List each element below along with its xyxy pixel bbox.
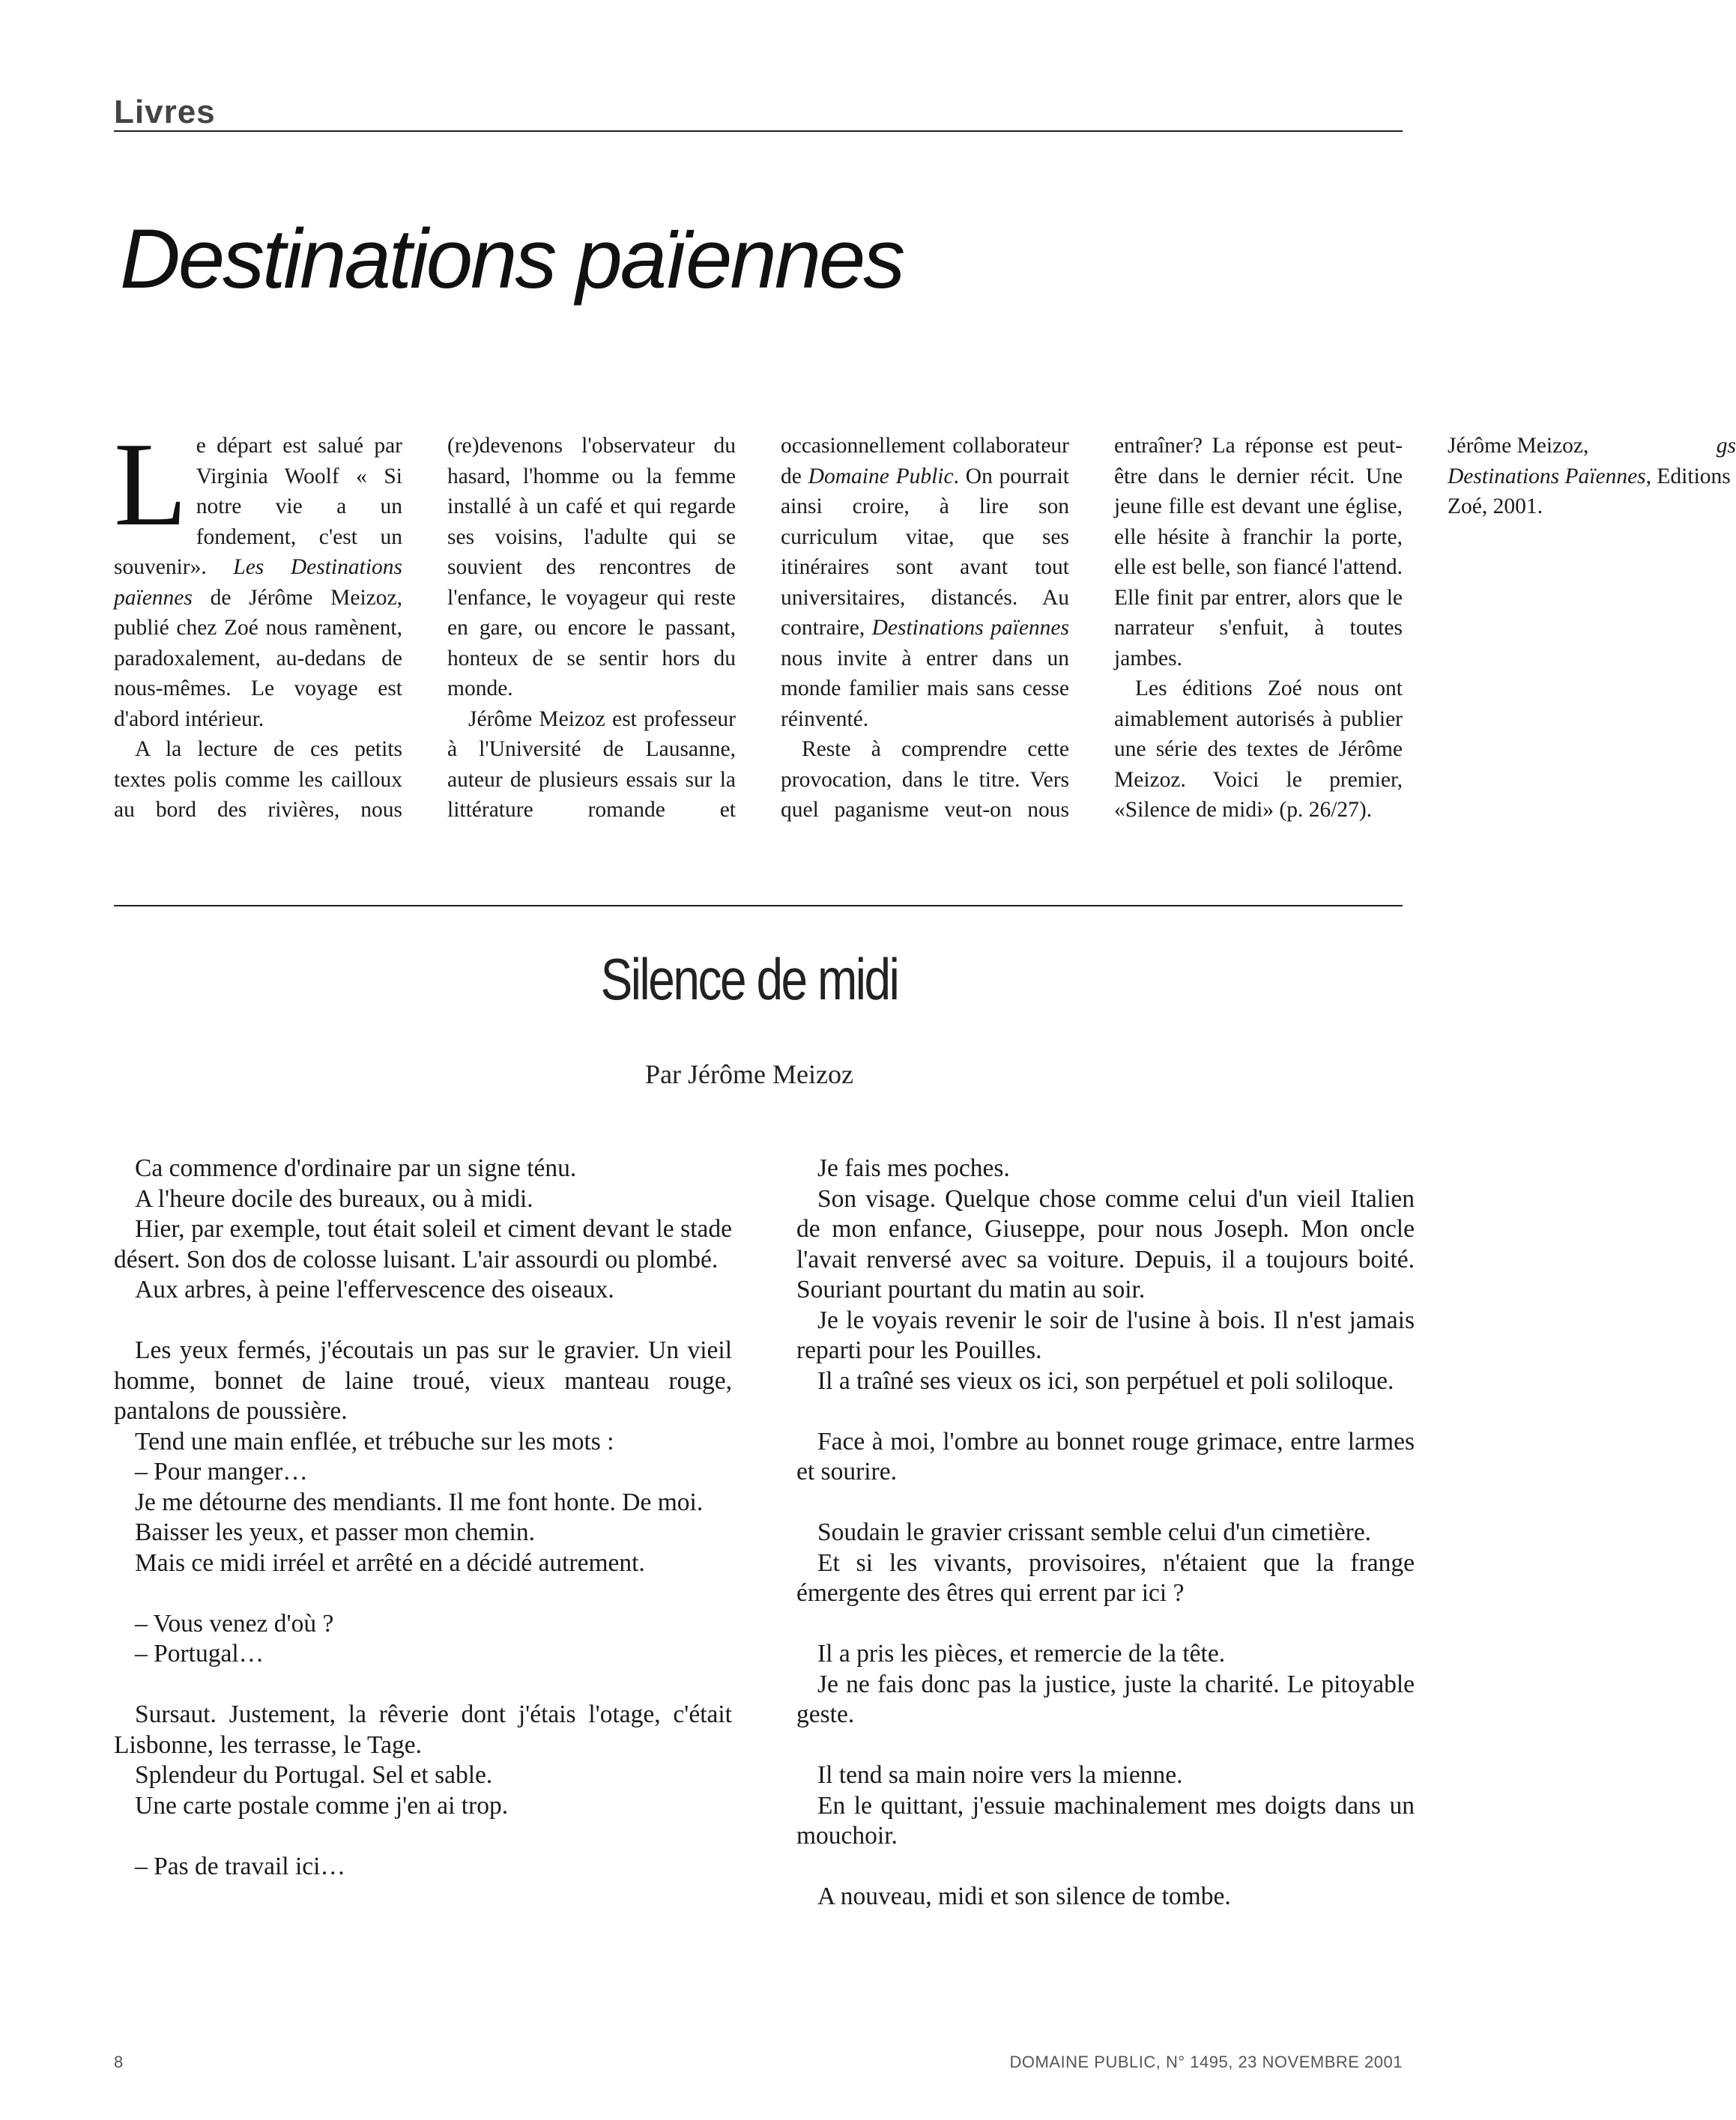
book-reference: Jérôme Meizoz, Destinations Païennes, Editions Zoé, 2001. [1448,434,1731,518]
book-title: Destinations païennes [871,616,1069,640]
story-line: – Vous venez d'où ? [135,1609,334,1638]
story-line: Mais ce midi irréel et arrêté en a décidé autrement. [135,1548,645,1577]
page-number: 8 [114,2053,124,2071]
story-line: Je ne fais donc pas la justice, juste la charité. Le pitoyable geste. [796,1670,1415,1728]
story-line: En le quittant, j'essuie machinalement mes doigts dans un mouchoir. [796,1791,1415,1850]
story-line: Son visage. Quelque chose comme celui d'un vieil Italien de mon enfance, Giuseppe, pour nous Joseph. Mon oncle l'avait renversé avec sa voiture. Depuis, il a toujours boité. Souriant pourtant du matin au soir. [796,1184,1415,1303]
article-paragraph-4: Reste à comprendre cette provocation, dans le titre. Vers quel paganisme veut-on nous entraîner? La réponse est peut-être dans le dernier récit. Une jeune fille est devant une église, elle hésite à franchir la porte, elle est belle, son fiancé l'attend. Elle finit par entrer, alors que le narrateur s'enfuit, à toutes jambes. [781,434,1403,822]
story-line: A l'heure docile des bureaux, ou à midi. [135,1184,533,1213]
story-line: Et si les vivants, provisoires, n'étaient que la frange émergente des êtres qui errent par ici ? [796,1548,1415,1607]
story-line: – Pas de travail ici… [135,1852,345,1880]
story-line: Face à moi, l'ombre au bonnet rouge grimace, entre larmes et sourire. [796,1427,1415,1485]
story-line: Hier, par exemple, tout était soleil et ciment devant le stade désert. Son dos de colosse luisant. L'air assourdi ou plombé. [114,1215,732,1273]
story-line: Soudain le gravier crissant semble celui d'un cimetière. [817,1518,1372,1546]
story-line: Il tend sa main noire vers la mienne. [817,1761,1183,1789]
story-line: Une carte postale comme j'en ai trop. [135,1791,509,1820]
article-title: Destinations païennes [120,212,904,306]
story-line: – Pour manger… [135,1458,308,1485]
article-paragraph-2: A la lecture de ces petits textes polis comme les cailloux au bord des rivières, nous (re)devenons l'observateur du hasard, l'homme ou la femme installé à un café et qui regarde ses voisins, l'adulte qui se souvient des rencontres de l'enfance, le voyageur qui reste en gare, ou encore le passant, honteux de se sentir hors du monde. [114,434,736,822]
header-rule [114,130,1403,132]
story-line: Les yeux fermés, j'écoutais un pas sur le gravier. Un vieil homme, bonnet de laine troué, vieux manteau rouge, pantalons de poussière. [114,1336,732,1425]
story-line: Sursaut. Justement, la rêverie dont j'étais l'otage, c'était Lisbonne, les terrasse, le Tage. [114,1700,732,1759]
journal-issue: DOMAINE PUBLIC, N° 1495, 23 NOVEMBRE 2001 [1009,2053,1403,2071]
story-title: Silence de midi [600,946,898,1012]
story-line: A nouveau, midi et son silence de tombe. [817,1883,1231,1910]
story-line: Splendeur du Portugal. Sel et sable. [135,1761,493,1789]
book-title: Les Destinations païennes [114,555,402,610]
article-paragraph-1: Le départ est salué par Virginia Woolf « Si notre vie a un fondement, c'est un souvenir». Les Destinations païennes de Jérôme Meizoz, publié chez Zoé nous ramènent, paradoxalement, au-dedans de nous-mêmes. Le voyage est d'abord intérieur. [114,417,402,731]
story-column-left [114,1154,732,1882]
book-title: Destinations Païennes [1448,464,1646,488]
story-line: Il a traîné ses vieux os ici, son perpétuel et poli soliloque. [817,1366,1394,1395]
drop-cap: L [114,417,187,551]
story-line: Baisser les yeux, et passer mon chemin. [135,1518,536,1546]
story-line: Tend une main enflée, et trébuche sur les mots : [135,1427,614,1456]
article-paragraph-3: Jérôme Meizoz est professeur à l'Université de Lausanne, auteur de plusieurs essais sur la littérature romande et occasionnellement collaborateur de Domaine Public. On pourrait ainsi croire, à lire son curriculum vitae, que ses itinéraires sont avant tout universitaires, distancés. Au contraire, Destinations païennes nous invite à entrer dans un monde familier mais sans cesse réinventé. [447,434,1069,822]
section-divider [114,905,1403,906]
article-body [114,417,1736,835]
story-line: Aux arbres, à peine l'effervescence des oiseaux. [135,1276,614,1303]
article-paragraph-5: Les éditions Zoé nous ont aimablement autorisés à publier une série des textes de Jérôme Meizoz. Voici le premier, «Silence de midi» (p. 26/27). gs [1114,673,1403,826]
story-byline: Par Jérôme Meizoz [645,1059,853,1089]
author-initials: gs [1716,434,1736,458]
story-line: Je fais mes poches. [817,1154,1010,1182]
story-line: Il a pris les pièces, et remercie de la tête. [817,1640,1226,1668]
story-line: Je me détourne des mendiants. Il me font honte. De moi. [135,1488,704,1516]
story-line: – Portugal… [135,1640,264,1668]
story-line: Je le voyais revenir le soir de l'usine à bois. Il n'est jamais reparti pour les Pouilles. [796,1306,1415,1364]
journal-name: Domaine Public [808,464,954,488]
story-line: Ca commence d'ordinaire par un signe ténu. [135,1154,577,1182]
section-header: Livres [114,94,216,130]
story-column-right [796,1154,1415,1912]
